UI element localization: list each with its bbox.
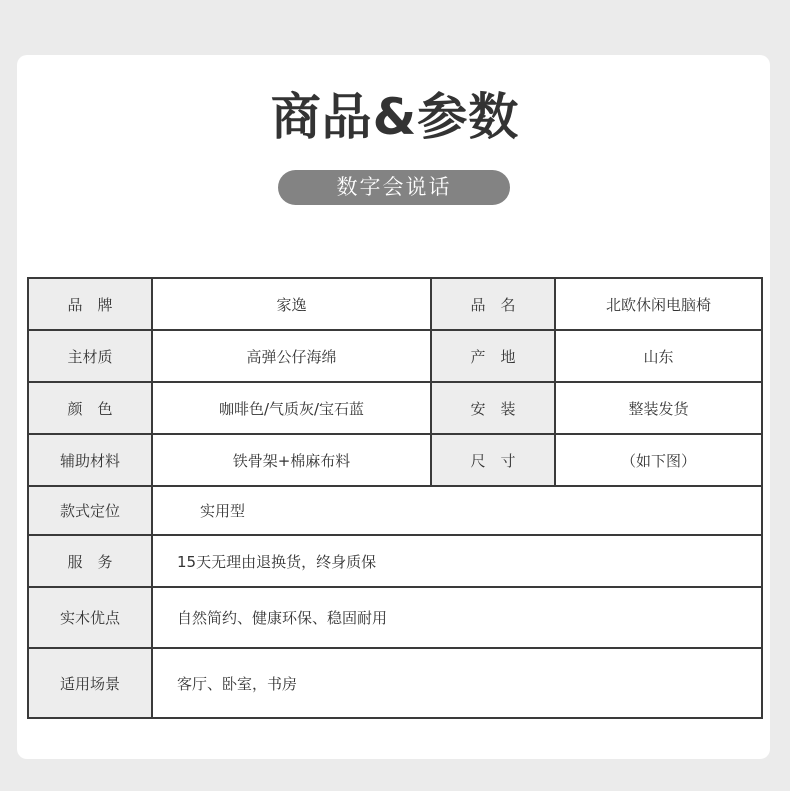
value-service: 15天无理由退换货，终身质保 xyxy=(177,552,377,571)
page-title: 商品&参数 xyxy=(270,88,520,146)
value-origin: 山东 xyxy=(643,347,674,366)
label-material: 主材质 xyxy=(28,330,152,382)
grid-line xyxy=(27,717,763,719)
grid-line xyxy=(27,433,763,435)
grid-line xyxy=(27,534,763,536)
label-product-name: 品 名 xyxy=(431,278,555,330)
grid-line xyxy=(430,277,432,487)
label-scene: 适用场景 xyxy=(28,648,152,718)
label-install: 安 装 xyxy=(431,382,555,434)
grid-line xyxy=(151,277,153,719)
value-advantage: 自然简约、健康环保、稳固耐用 xyxy=(177,609,388,627)
grid-line xyxy=(554,277,556,487)
value-scene: 客厅、卧室，书房 xyxy=(177,674,298,693)
label-aux-material: 辅助材料 xyxy=(28,434,152,486)
value-color: 咖啡色/气质灰/宝石蓝 xyxy=(218,399,365,418)
label-color: 颜 色 xyxy=(28,382,152,434)
grid-line xyxy=(27,485,763,487)
label-brand: 品 牌 xyxy=(28,278,152,330)
label-origin: 产 地 xyxy=(431,330,555,382)
label-style: 款式定位 xyxy=(28,486,152,535)
grid-line xyxy=(27,277,763,279)
value-brand: 家逸 xyxy=(276,295,307,314)
value-product-name: 北欧休闲电脑椅 xyxy=(605,295,711,314)
value-install: 整装发货 xyxy=(628,399,689,418)
grid-line xyxy=(761,277,763,719)
label-advantage: 实木优点 xyxy=(28,587,152,648)
value-style: 实用型 xyxy=(200,502,246,520)
label-service: 服 务 xyxy=(28,535,152,587)
value-size: （如下图） xyxy=(620,451,696,470)
value-aux-material: 铁骨架+棉麻布料 xyxy=(232,451,351,470)
grid-line xyxy=(27,381,763,383)
grid-line xyxy=(27,277,29,719)
subtitle-badge: 数字会说话 xyxy=(278,170,510,205)
grid-line xyxy=(27,586,763,588)
label-size: 尺 寸 xyxy=(431,434,555,486)
grid-line xyxy=(27,329,763,331)
value-material: 高弹公仔海绵 xyxy=(246,347,337,366)
grid-line xyxy=(27,647,763,649)
